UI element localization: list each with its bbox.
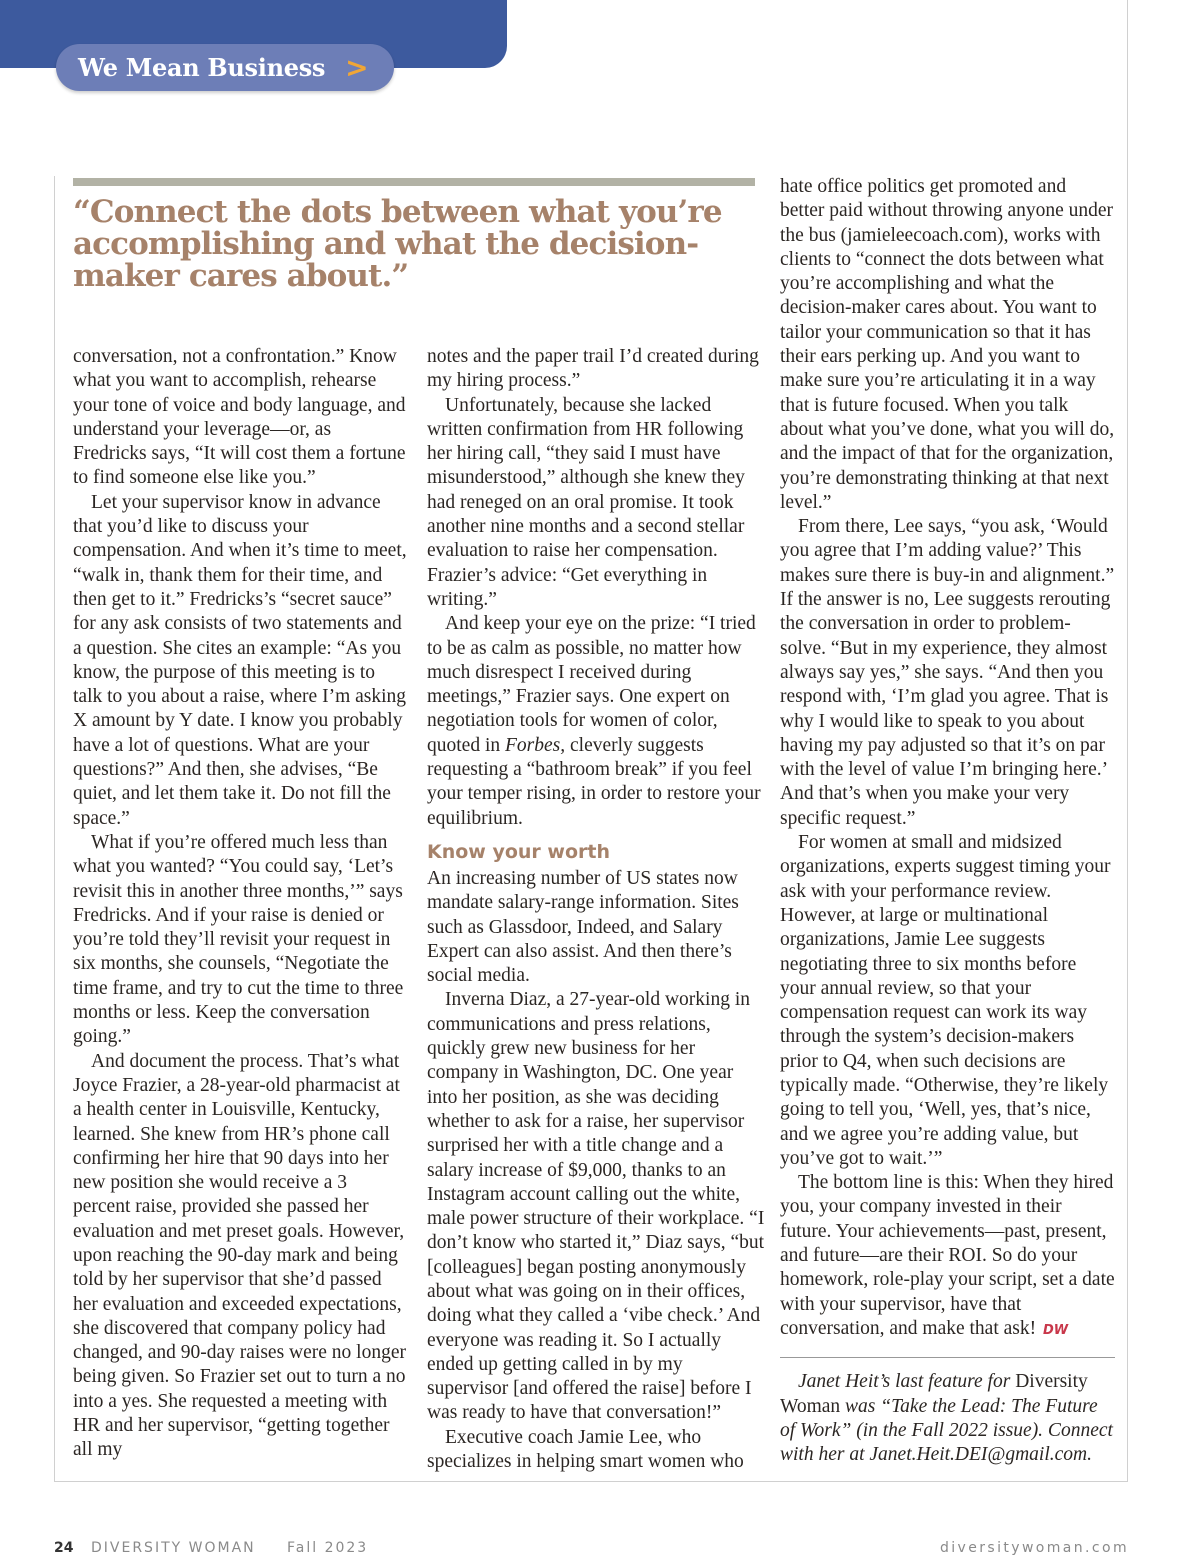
bio-text: was “Take the Lead: The Future of Work” (in the Fall 2022 issue). Connect with her at Janet.Heit.DEI@gmail.com. (780, 1395, 1113, 1466)
pull-quote-rule (73, 178, 755, 186)
article-column-2 (427, 345, 767, 1474)
article-column-3 (780, 175, 1115, 1467)
paragraph: Unfortunately, because she lacked written confirmation from HR following her hiring call, “they said I must have misunderstood,” although she knew they had reneged on an oral promise. It took another nine months and a second stellar evaluation to raise her compensation. Frazier’s advice: “Get everything in writing.” (427, 394, 745, 610)
pull-quote: “Connect the dots between what you’re accomplishing and what the decision-maker cares about.” (73, 194, 722, 294)
end-mark: DW (1043, 1322, 1069, 1338)
paragraph: For women at small and midsized organizations, experts suggest timing your ask with your performance review. However, at large or multinational organizations, Jamie Lee suggests negotiating three to six months before your annual review, so that your compensation request can work its way through the system’s decision-makers prior to Q4, when such decisions are typically made. “Otherwise, they’re likely going to tell you, ‘Well, yes, that’s nice, and we agree you’re adding value, but you’ve got to wait.’” (780, 832, 1111, 1169)
chevron-right-icon: > (345, 50, 369, 84)
section-subhead: Know your worth (427, 840, 611, 863)
footer-website[interactable]: diversitywoman.com (939, 1540, 1129, 1556)
publication-name: Forbes, (505, 734, 566, 756)
paragraph-text: cleverly suggests requesting a “bathroom break” if you feel your temper rising, in order to restore your equilibrium. (427, 734, 761, 829)
paragraph: conversation, not a confrontation.” Know what you want to accomplish, rehearse your tone of voice and body language, and understand your leverage—or, as Fredricks says, “It will cost them a fortune to find someone else like you.” (73, 346, 406, 489)
paragraph: An increasing number of US states now mandate salary-range information. Sites such as Glassdoor, Indeed, and Salary Expert can also assist. And then there’s social media. (427, 867, 739, 987)
article-column-1 (73, 345, 408, 1463)
page-frame-right (1127, 0, 1128, 1482)
section-label: We Mean Business (78, 53, 326, 82)
paragraph: Let your supervisor know in advance that you’d like to discuss your compensation. And when it’s time to meet, “walk in, thank them for their time, and then get to it.” Fredricks’s “secret sauce” for any ask consists of two statements and a question. She cites an example: “As you know, the purpose of this meeting is to talk to you about a raise, where I’m asking X amount by Y date. I know you probably have a lot of questions. What are your questions?” And then, she advises, “Be quiet, and let them take it. Do not fill the space.” (73, 491, 407, 829)
page-frame-left (54, 176, 55, 1482)
paragraph-text: And keep your eye on the prize: “I tried to be as calm as possible, no matter how much disrespect I received during meetings,” Frazier says. One expert on negotiation tools for women of color, quoted in (427, 613, 756, 756)
bio-text: Janet Heit’s last feature for (798, 1371, 1016, 1393)
paragraph: From there, Lee says, “you ask, ‘Would you agree that I’m adding value?’ This makes sure there is buy-in and alignment.” If the answer is no, Lee suggests rerouting the conversation in order to problem-solve. “But in my experience, they almost always say yes,” she says. “And then you respond with, ‘I’m glad you agree. That is why I would like to speak to you about having my pay adjusted so that it’s on par with the level of value I’m bringing here.’ And that’s when you make your very specific request.” (780, 516, 1115, 829)
footer-publication: DIVERSITY WOMAN (91, 1540, 256, 1556)
paragraph: hate office politics get promoted and better paid without throwing anyone under the bus (jamieleecoach.com), works with clients to “connect the dots between what you’re accomplishing and what the decision-maker cares about. You want to tailor your communication so that it has their ears perking up. And you want to make sure you’re articulating it in a way that is future focused. When you talk about what you’ve done, what you will do, and the impact of that for the organization, you’re demonstrating thinking at that next level.” (780, 176, 1115, 513)
publication-name: Diversity Woman (780, 1371, 1088, 1417)
paragraph: notes and the paper trail I’d created during my hiring process.” (427, 346, 759, 392)
paragraph: What if you’re offered much less than what you wanted? “You could say, ‘Let’s revisit this in another three months,’” says Fredricks. And if your raise is denied or you’re told they’ll revisit your request in six months, she counsels, “Negotiate the time frame, and try to cut the time to three months or less. Keep the conversation going.” (73, 831, 404, 1048)
bio-divider (780, 1357, 1115, 1358)
paragraph: And document the process. That’s what Joyce Frazier, a 28-year-old pharmacist at a health center in Louisville, Kentucky, learned. She knew from HR’s phone call confirming her hire that 90 days into her new position she would receive a 3 percent raise, provided she passed her evaluation and met preset goals. However, upon reaching the 90-day mark and being told by her supervisor that she’d passed her evaluation and exceeded expectations, she discovered that company policy had changed, and 90-day raises were no longer being given. So Frazier set out to turn a no into a yes. She requested a meeting with HR and her supervisor, “getting together all my (73, 1050, 406, 1461)
author-bio (780, 1370, 1115, 1467)
paragraph: Executive coach Jamie Lee, who specializes in helping smart women who (427, 1426, 744, 1473)
paragraph (780, 1171, 1115, 1343)
paragraph: Inverna Diaz, a 27-year-old working in communications and press relations, quickly grew new business for her company in Washington, DC. One year into her position, as she was deciding whether to ask for a raise, her supervisor surprised her with a title change and a salary increase of $9,000, thanks to an Instagram account calling out the white, male power structure of their workplace. “I don’t know who started it,” Diaz says, “but [colleagues] began posting anonymously about what was going on in their offices, doing what they called a ‘vibe check.’ And everyone was reading it. So I actually ended up getting called in by my supervisor [and offered the raise] before I was ready to have that conversation!” (427, 989, 765, 1424)
paragraph-text: The bottom line is this: When they hired you, your company invested in their future. Your achievements—past, present, and future—are their ROI. So do your homework, role-play your script, set a date with your supervisor, have that conversation, and make that ask! (780, 1172, 1115, 1339)
page-number: 24 (54, 1540, 74, 1556)
section-tag[interactable] (56, 44, 394, 91)
footer-issue: Fall 2023 (287, 1540, 369, 1556)
paragraph (427, 612, 767, 831)
page-frame-bottom (54, 1481, 1128, 1482)
